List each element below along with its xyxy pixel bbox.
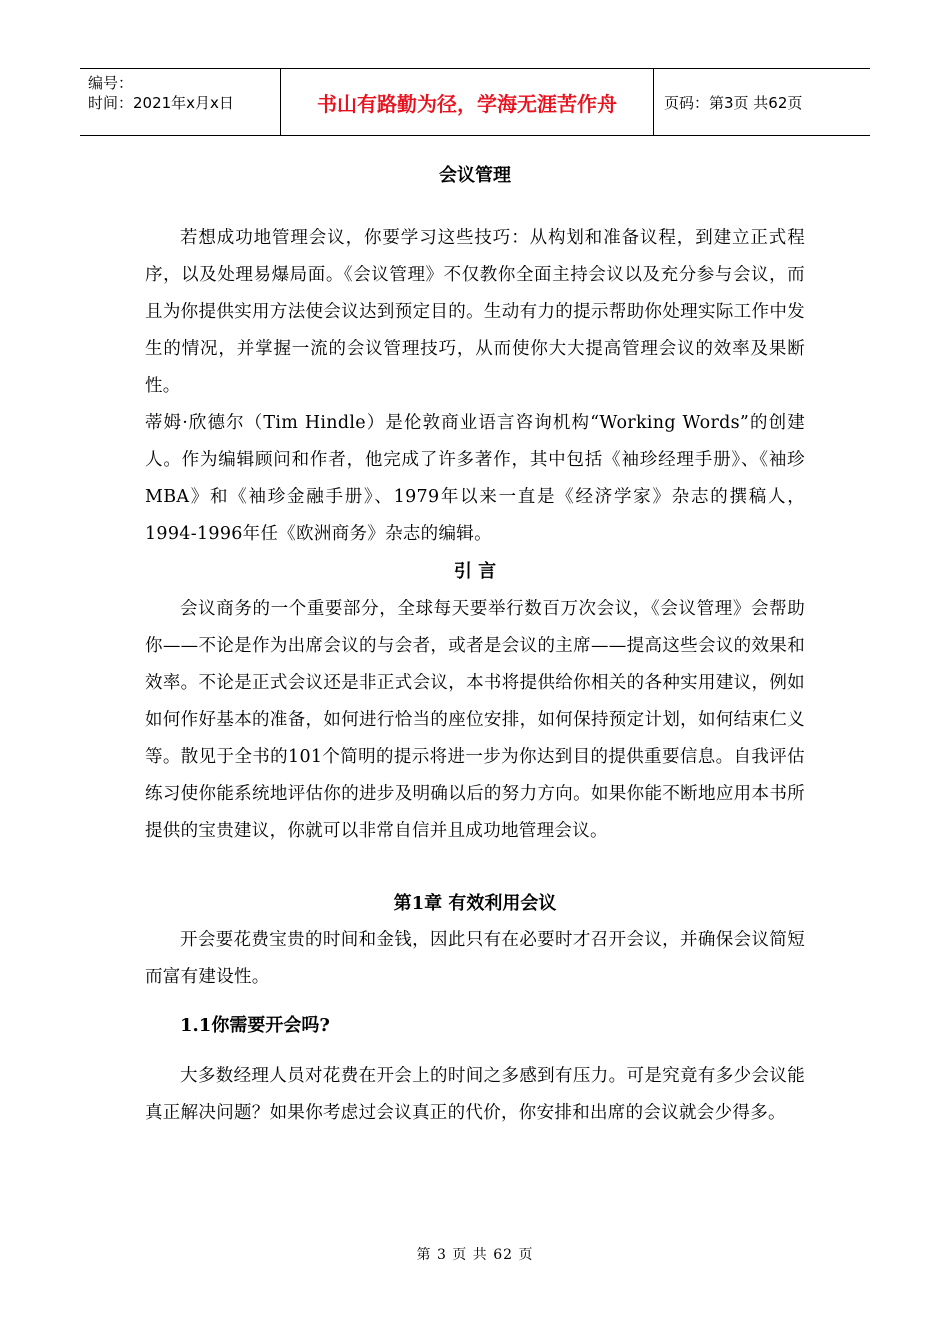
section-heading: 1.1你需要开会吗? — [180, 1015, 330, 1036]
header-page-code: 页码：第3页 共62页 — [664, 93, 803, 112]
document-title: 会议管理 — [439, 165, 511, 186]
intro-paragraph: 若想成功地管理会议，你要学习这些技巧：从构划和准备议程，到建立正式程序，以及处理易爆局面。《会议管理》不仅教你全面主持会议以及充分参与会议，而且为你提供实用方法使会议达到预定目的。生动有力的提示帮助你处理实际工作中发生的情况，并掌握一流的会议管理技巧，从而使你大大提高管理会议的效率及果断性。 — [145, 228, 805, 396]
chapter-paragraph: 开会要花费宝贵的时间和金钱，因此只有在必要时才召开会议，并确保会议简短而富有建设性。 — [145, 930, 805, 987]
header-motto: 书山有路勤为径，学海无涯苦作舟 — [280, 69, 654, 135]
header-meta — [80, 69, 280, 135]
header-date-label: 时间：2021年x月x日 — [88, 94, 234, 112]
page-footer: 第 3 页 共 62 页 — [416, 1247, 534, 1263]
author-paragraph: 蒂姆·欣德尔（Tim Hindle）是伦敦商业语言咨询机构“Working Words”的创建人。作为编辑顾问和作者，他完成了许多著作，其中包括《袖珍经理手册》、《袖珍MBA》和《袖珍金融手册》、1979年以来一直是《经济学家》杂志的撰稿人，1994-1996年任《欧洲商务》杂志的编辑。 — [145, 413, 805, 544]
header-number-label: 编号： — [88, 74, 134, 92]
section-paragraph: 大多数经理人员对花费在开会上的时间之多感到有压力。可是究竟有多少会议能真正解决问题？如果你考虑过会议真正的代价，你安排和出席的会议就会少得多。 — [145, 1066, 805, 1123]
chapter-heading: 第1章 有效利用会议 — [393, 893, 557, 914]
document-header — [80, 68, 870, 136]
preface-paragraph: 会议商务的一个重要部分，全球每天要举行数百万次会议，《会议管理》会帮助你——不论是作为出席会议的与会者，或者是会议的主席——提高这些会议的效果和效率。不论是正式会议还是非正式会议，本书将提供给你相关的各种实用建议，例如如何作好基本的准备，如何进行恰当的座位安排，如何保持预定计划，如何结束仁义等。散见于全书的101个简明的提示将进一步为你达到目的提供重要信息。自我评估练习使你能系统地评估你的进步及明确以后的努力方向。如果你能不断地应用本书所提供的宝贵建议，你就可以非常自信并且成功地管理会议。 — [145, 599, 805, 841]
document-body — [145, 150, 805, 1132]
preface-heading: 引 言 — [453, 561, 497, 582]
